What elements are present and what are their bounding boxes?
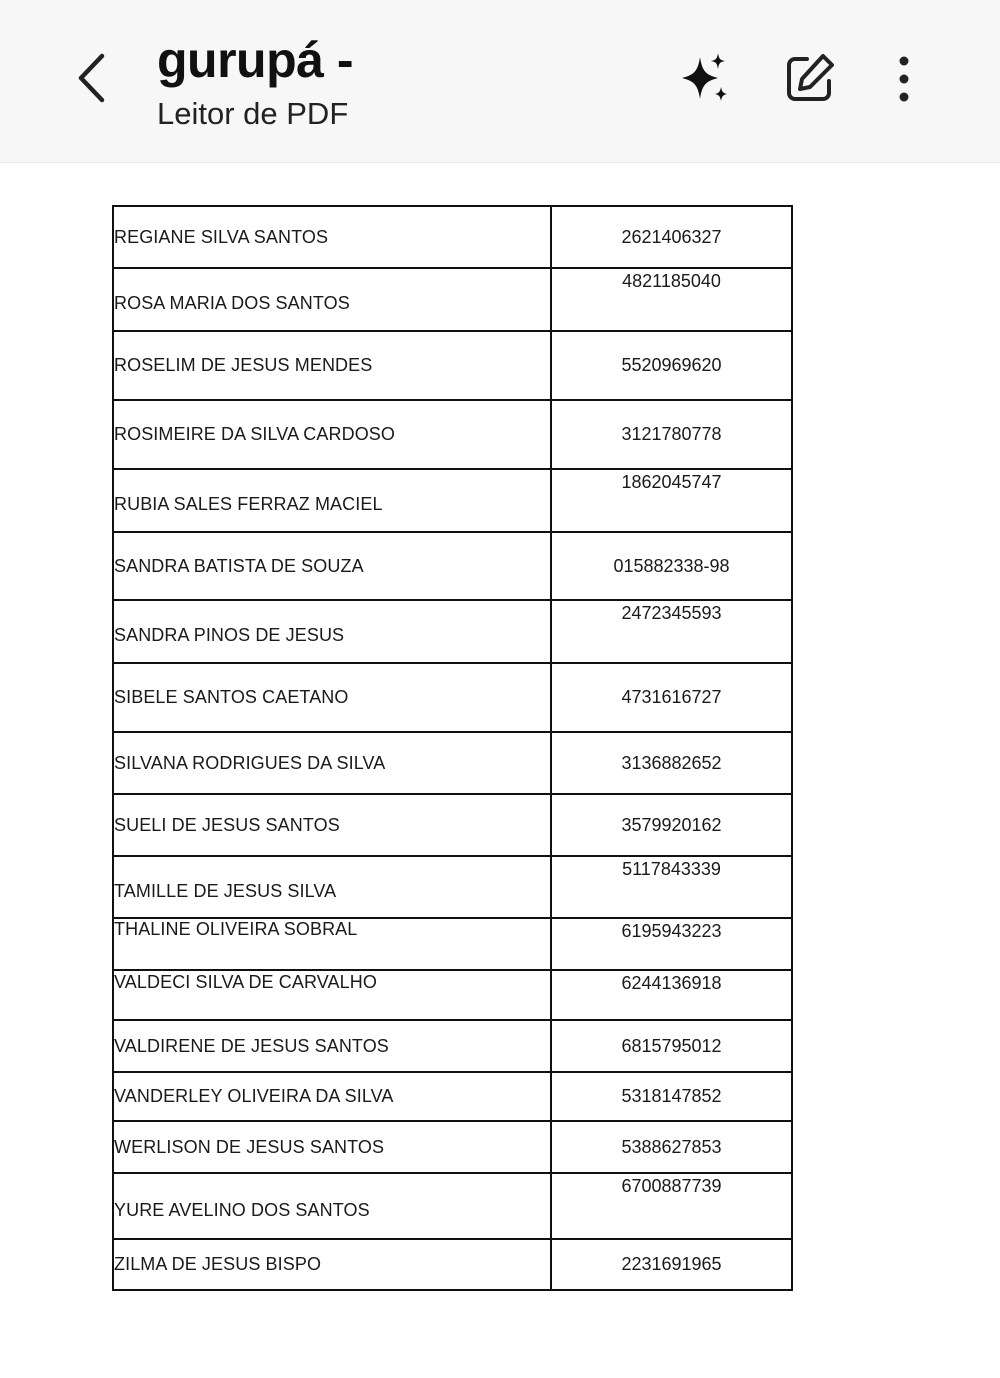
name-cell: WERLISON DE JESUS SANTOS [113,1121,551,1173]
table-row [113,331,792,400]
name-cell: SANDRA BATISTA DE SOUZA [113,532,551,600]
document-title: gurupá - [157,32,353,88]
table-row [113,732,792,794]
number-cell: 3121780778 [551,400,792,469]
table-row [113,206,792,268]
sparkles-icon [680,51,730,110]
table-row [113,400,792,469]
name-cell: REGIANE SILVA SANTOS [113,206,551,268]
number-cell: 6700887739 [551,1173,792,1239]
ai-assist-button[interactable] [675,50,735,110]
name-cell: RUBIA SALES FERRAZ MACIEL [113,469,551,532]
name-cell: SILVANA RODRIGUES DA SILVA [113,732,551,794]
app-subtitle: Leitor de PDF [157,96,349,131]
table-row [113,1121,792,1173]
number-cell: 6195943223 [551,918,792,970]
number-cell: 5388627853 [551,1121,792,1173]
number-cell: 4821185040 [551,268,792,331]
table-row [113,1020,792,1072]
number-cell: 015882338-98 [551,532,792,600]
table-row [113,918,792,970]
table-row [113,600,792,663]
name-cell: SIBELE SANTOS CAETANO [113,663,551,732]
number-cell: 6244136918 [551,970,792,1020]
chevron-left-icon [72,48,112,113]
number-cell: 1862045747 [551,469,792,532]
number-cell: 3579920162 [551,794,792,856]
table-row [113,469,792,532]
table-row [113,1239,792,1290]
top-app-bar [0,0,1000,163]
more-options-button[interactable] [874,50,934,110]
name-cell: THALINE OLIVEIRA SOBRAL [113,918,551,970]
name-cell: YURE AVELINO DOS SANTOS [113,1173,551,1239]
table-row [113,794,792,856]
number-cell: 2621406327 [551,206,792,268]
name-cell: SUELI DE JESUS SANTOS [113,794,551,856]
table-row [113,1173,792,1239]
title-block [157,30,353,134]
more-vertical-icon [894,53,914,108]
name-cell: ROSA MARIA DOS SANTOS [113,268,551,331]
name-cell: ROSELIM DE JESUS MENDES [113,331,551,400]
edit-icon [783,51,837,110]
name-cell: VALDIRENE DE JESUS SANTOS [113,1020,551,1072]
table-row [113,532,792,600]
table-row [113,970,792,1020]
table-row [113,663,792,732]
name-cell: ROSIMEIRE DA SILVA CARDOSO [113,400,551,469]
table-row [113,268,792,331]
name-cell: TAMILLE DE JESUS SILVA [113,856,551,918]
name-cell: SANDRA PINOS DE JESUS [113,600,551,663]
name-cell: ZILMA DE JESUS BISPO [113,1239,551,1290]
name-cell: VANDERLEY OLIVEIRA DA SILVA [113,1072,551,1121]
table-row [113,1072,792,1121]
number-cell: 4731616727 [551,663,792,732]
number-cell: 3136882652 [551,732,792,794]
number-cell: 2472345593 [551,600,792,663]
number-cell: 5318147852 [551,1072,792,1121]
roster-table [112,205,793,1291]
back-button[interactable] [62,45,122,115]
pdf-page-view[interactable] [0,163,1000,1378]
table-row [113,856,792,918]
name-cell: VALDECI SILVA DE CARVALHO [113,970,551,1020]
number-cell: 6815795012 [551,1020,792,1072]
number-cell: 5520969620 [551,331,792,400]
number-cell: 2231691965 [551,1239,792,1290]
number-cell: 5117843339 [551,856,792,918]
edit-button[interactable] [780,50,840,110]
